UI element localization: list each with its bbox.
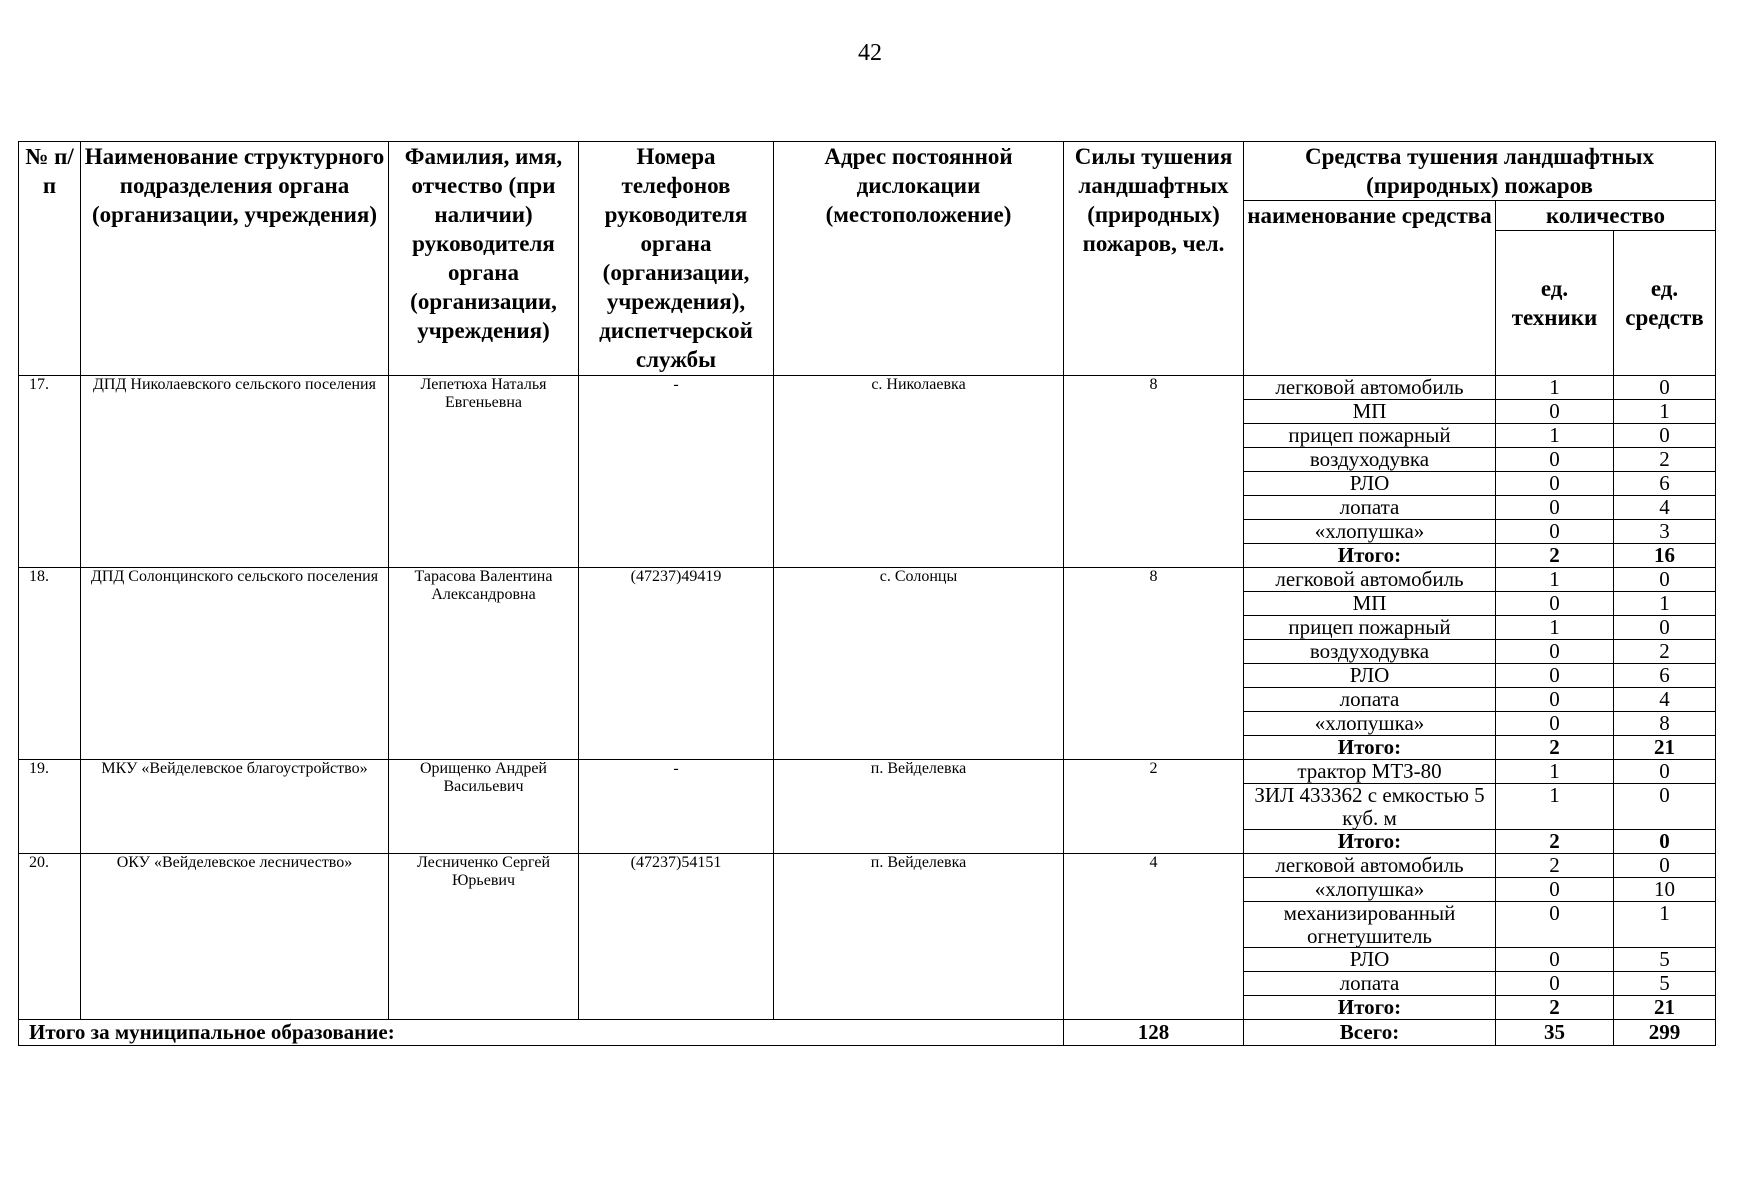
- forces-count: 4: [1064, 854, 1244, 1020]
- equipment-tech-count: 1: [1496, 424, 1614, 448]
- grand-total-means: 299: [1614, 1020, 1716, 1046]
- address: с. Солонцы: [774, 568, 1064, 760]
- equipment-tech-count: 0: [1496, 878, 1614, 902]
- equipment-name: прицеп пожарный: [1244, 616, 1496, 640]
- forces-count: 8: [1064, 568, 1244, 760]
- equipment-means-count: 3: [1614, 520, 1716, 544]
- equipment-name: РЛО: [1244, 472, 1496, 496]
- equipment-name: «хлопушка»: [1244, 712, 1496, 736]
- grand-total-name: Всего:: [1244, 1020, 1496, 1046]
- unit-name: ДПД Николаевского сельского поселения: [81, 376, 389, 568]
- header-forces: Силы тушения ландшафтных (природных) пожаров, чел.: [1064, 142, 1244, 376]
- header-phones: Номера телефонов руководителя органа (организации, учреждения), диспетчерской службы: [579, 142, 774, 376]
- equipment-tech-count: 2: [1496, 854, 1614, 878]
- grand-total-tech: 35: [1496, 1020, 1614, 1046]
- equipment-name: лопата: [1244, 972, 1496, 996]
- header-qty-means: ед. средств: [1614, 231, 1716, 376]
- equipment-tech-count: 0: [1496, 400, 1614, 424]
- equipment-means-count: 8: [1614, 712, 1716, 736]
- equipment-name: ЗИЛ 433362 с емкостью 5 куб. м: [1244, 784, 1496, 830]
- equipment-tech-count: 0: [1496, 496, 1614, 520]
- subtotal-tech: 2: [1496, 996, 1614, 1020]
- equipment-tech-count: 0: [1496, 640, 1614, 664]
- equipment-tech-count: 1: [1496, 616, 1614, 640]
- address: с. Николаевка: [774, 376, 1064, 568]
- page-number: 42: [858, 40, 882, 66]
- equipment-tech-count: 1: [1496, 376, 1614, 400]
- equipment-means-count: 4: [1614, 496, 1716, 520]
- grand-total-label: Итого за муниципальное образование:: [19, 1020, 1064, 1046]
- header-head: Фамилия, имя, отчество (при наличии) руководителя органа (организации, учреждения): [389, 142, 579, 376]
- unit-name: МКУ «Вейделевское благоустройство»: [81, 760, 389, 854]
- fire-fighting-resources-table: [18, 141, 1716, 1046]
- grand-total-forces: 128: [1064, 1020, 1244, 1046]
- subtotal-means: 21: [1614, 736, 1716, 760]
- equipment-name: РЛО: [1244, 948, 1496, 972]
- equipment-name: трактор МТЗ-80: [1244, 760, 1496, 784]
- subtotal-means: 0: [1614, 830, 1716, 854]
- equipment-name: лопата: [1244, 688, 1496, 712]
- address: п. Вейделевка: [774, 760, 1064, 854]
- equipment-name: воздуходувка: [1244, 448, 1496, 472]
- phone-number: (47237)49419: [579, 568, 774, 760]
- equipment-tech-count: 0: [1496, 592, 1614, 616]
- row-number: 19.: [19, 760, 81, 854]
- head-name: Лепетюха Наталья Евгеньевна: [389, 376, 579, 568]
- equipment-tech-count: 0: [1496, 712, 1614, 736]
- subtotal-label: Итого:: [1244, 996, 1496, 1020]
- head-name: Орищенко Андрей Васильевич: [389, 760, 579, 854]
- equipment-means-count: 2: [1614, 448, 1716, 472]
- equipment-tech-count: 0: [1496, 520, 1614, 544]
- head-name: Тарасова Валентина Александровна: [389, 568, 579, 760]
- equipment-tech-count: 1: [1496, 760, 1614, 784]
- head-name: Лесниченко Сергей Юрьевич: [389, 854, 579, 1020]
- equipment-means-count: 1: [1614, 902, 1716, 948]
- forces-count: 2: [1064, 760, 1244, 854]
- subtotal-means: 21: [1614, 996, 1716, 1020]
- equipment-means-count: 0: [1614, 616, 1716, 640]
- equipment-means-count: 5: [1614, 948, 1716, 972]
- equipment-name: легковой автомобиль: [1244, 568, 1496, 592]
- equipment-means-count: 2: [1614, 640, 1716, 664]
- header-means: Средства тушения ландшафтных (природных) пожаров: [1244, 142, 1716, 201]
- subtotal-label: Итого:: [1244, 830, 1496, 854]
- equipment-name: лопата: [1244, 496, 1496, 520]
- equipment-means-count: 6: [1614, 664, 1716, 688]
- equipment-tech-count: 1: [1496, 568, 1614, 592]
- equipment-tech-count: 0: [1496, 448, 1614, 472]
- forces-count: 8: [1064, 376, 1244, 568]
- equipment-means-count: 0: [1614, 376, 1716, 400]
- equipment-means-count: 10: [1614, 878, 1716, 902]
- header-unit: Наименование структурного подразделения органа (организации, учреждения): [81, 142, 389, 376]
- header-quantity: количество: [1496, 201, 1716, 231]
- equipment-tech-count: 0: [1496, 902, 1614, 948]
- row-number: 20.: [19, 854, 81, 1020]
- equipment-row: [19, 854, 1716, 878]
- equipment-name: прицеп пожарный: [1244, 424, 1496, 448]
- equipment-name: МП: [1244, 592, 1496, 616]
- equipment-name: РЛО: [1244, 664, 1496, 688]
- equipment-name: «хлопушка»: [1244, 878, 1496, 902]
- subtotal-tech: 2: [1496, 736, 1614, 760]
- equipment-means-count: 0: [1614, 424, 1716, 448]
- equipment-means-count: 5: [1614, 972, 1716, 996]
- equipment-row: [19, 760, 1716, 784]
- equipment-row: [19, 568, 1716, 592]
- equipment-row: [19, 376, 1716, 400]
- unit-name: ОКУ «Вейделевское лесничество»: [81, 854, 389, 1020]
- phone-number: -: [579, 376, 774, 568]
- header-address: Адрес постоянной дислокации (местоположение): [774, 142, 1064, 376]
- equipment-tech-count: 0: [1496, 664, 1614, 688]
- equipment-tech-count: 0: [1496, 688, 1614, 712]
- subtotal-tech: 2: [1496, 830, 1614, 854]
- equipment-tech-count: 1: [1496, 784, 1614, 830]
- address: п. Вейделевка: [774, 854, 1064, 1020]
- equipment-name: МП: [1244, 400, 1496, 424]
- equipment-name: легковой автомобиль: [1244, 854, 1496, 878]
- equipment-means-count: 6: [1614, 472, 1716, 496]
- header-qty-tech: ед. техники: [1496, 231, 1614, 376]
- equipment-means-count: 0: [1614, 854, 1716, 878]
- equipment-tech-count: 0: [1496, 972, 1614, 996]
- row-number: 17.: [19, 376, 81, 568]
- unit-name: ДПД Солонцинского сельского поселения: [81, 568, 389, 760]
- equipment-means-count: 0: [1614, 568, 1716, 592]
- equipment-means-count: 4: [1614, 688, 1716, 712]
- equipment-tech-count: 0: [1496, 472, 1614, 496]
- subtotal-means: 16: [1614, 544, 1716, 568]
- subtotal-tech: 2: [1496, 544, 1614, 568]
- header-means-name: наименование средства: [1244, 201, 1496, 376]
- phone-number: -: [579, 760, 774, 854]
- phone-number: (47237)54151: [579, 854, 774, 1020]
- subtotal-label: Итого:: [1244, 544, 1496, 568]
- equipment-means-count: 1: [1614, 400, 1716, 424]
- header-num: № п/п: [19, 142, 81, 376]
- equipment-means-count: 0: [1614, 784, 1716, 830]
- grand-total-row: [19, 1020, 1716, 1046]
- equipment-tech-count: 0: [1496, 948, 1614, 972]
- subtotal-label: Итого:: [1244, 736, 1496, 760]
- equipment-name: воздуходувка: [1244, 640, 1496, 664]
- row-number: 18.: [19, 568, 81, 760]
- equipment-means-count: 0: [1614, 760, 1716, 784]
- equipment-means-count: 1: [1614, 592, 1716, 616]
- equipment-name: легковой автомобиль: [1244, 376, 1496, 400]
- equipment-name: механизированный огнетушитель: [1244, 902, 1496, 948]
- equipment-name: «хлопушка»: [1244, 520, 1496, 544]
